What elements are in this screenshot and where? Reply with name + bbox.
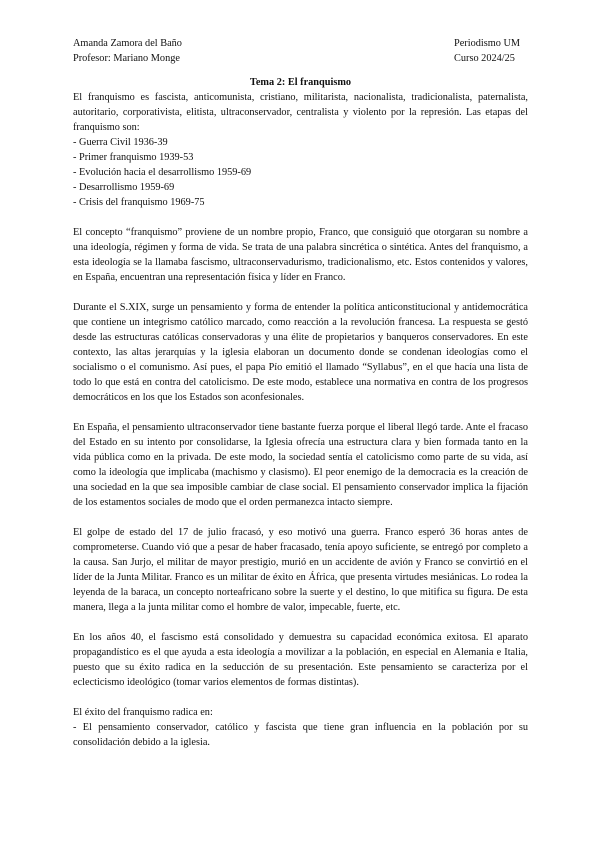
success-item: - El pensamiento conservador, católico y fascista que tiene gran influencia en la población por su consolidación debido a la iglesia. (73, 722, 528, 748)
header-right (454, 36, 528, 66)
success-lead: El éxito del franquismo radica en: (73, 707, 213, 718)
body-paragraph: El concepto “franquismo” proviene de un nombre propio, Franco, que consiguió que otorgaran su nombre a una ideología, régimen y forma de vida. Se trata de una palabra sincrética o sintética. Antes del franquismo, a esta ideología se la llamaba fascismo, ultraconservadurismo, tradicionalismo, etc. Estos contenidos y valores, en España, encuentran una representación física y líder en Franco. (73, 227, 528, 283)
document-title: Tema 2: El franquismo (249, 77, 352, 88)
body-paragraph: En los años 40, el fascismo está consolidado y demuestra su capacidad económica exitosa. El aparato propagandístico es el que ayuda a esta ideología a movilizar a la población, en especial en Alemania e Italia, puesto que su éxito radica en la seducción de su presentación. Este pensamiento se caracteriza por el eclecticismo ideológico (tomar varios elementos de formas distintas). (73, 632, 528, 688)
body-paragraph: En España, el pensamiento ultraconservador tiene bastante fuerza porque el liberal llegó tarde. Ante el fracaso del Estado en su intento por consolidarse, la Iglesia ofrecía una estructura clara y bien formada tanto en la vida pública como en la privada. De este modo, la sociedad sentía el catolicismo como parte de su vida, así como la ideología que implicaba (machismo y clasismo). El peor enemigo de la democracia es la creación de una sociedad en la que sea imposible cambiar de clase social. El pensamiento conservador implica la fijación de los estamentos sociales de modo que el orden permanezca intacto siempre. (73, 422, 528, 508)
stages-list (73, 135, 528, 210)
stage-item: - Primer franquismo 1939-53 (73, 152, 194, 163)
subject-name: Periodismo UM (454, 38, 521, 49)
intro-paragraph: El franquismo es fascista, anticomunista, cristiano, militarista, nacionalista, tradicionalista, paternalista, autoritario, corporativista, elitista, ultraconservador, centralista y violento por la represión. Las etapas del franquismo son: (73, 92, 528, 133)
course-year: Curso 2024/25 (454, 53, 515, 64)
professor-name: Profesor: Mariano Monge (73, 53, 180, 64)
stage-item: - Crisis del franquismo 1969-75 (73, 197, 205, 208)
stage-item: - Desarrollismo 1959-69 (73, 182, 175, 193)
stage-item: - Guerra Civil 1936-39 (73, 137, 168, 148)
document-header (73, 36, 528, 66)
body-paragraph: El golpe de estado del 17 de julio fracasó, y eso motivó una guerra. Franco esperó 36 horas antes de comprometerse. Cuando vió que a pesar de haber fracasado, tenía apoyo suficiente, se entregó por completo a la causa. San Jurjo, el militar de mayor prestigio, murió en un accidente de avión y Franco se convirtió en el líder de la Junta Militar. Franco es un militar de éxito en África, que presenta virtudes mesiánicas. Lo rodea la leyenda de la baraca, un concepto norteafricano sobre la suerte y el destino, lo que mitifica su figura. De esta manera, llega a la junta militar como el hombre de valor, impecable, fuerte, etc. (73, 527, 528, 613)
body-paragraph: Durante el S.XIX, surge un pensamiento y forma de entender la política anticonstitucional y antidemocrática que contiene un integrismo católico marcado, como reacción a la revolución francesa. La respuesta se gestó desde las estructuras católicas conservadoras y una élite de propietarios y banqueros conservadores. En este contexto, las altas jerarquías y la iglesia elaboran un documento donde se condenan ideologías como el socialismo o el comunismo. Así pues, el papa Pío emitió el llamado “Syllabus”, en el que hacía una lista de todo lo que está en contra del catolicismo. De este modo, establece una normativa en contra de los progresos democráticos en los que los Estados son aconfesionales. (73, 302, 528, 403)
stage-item: - Evolución hacia el desarrollismo 1959-69 (73, 167, 252, 178)
header-left (73, 36, 182, 66)
author-name: Amanda Zamora del Baño (73, 38, 182, 49)
